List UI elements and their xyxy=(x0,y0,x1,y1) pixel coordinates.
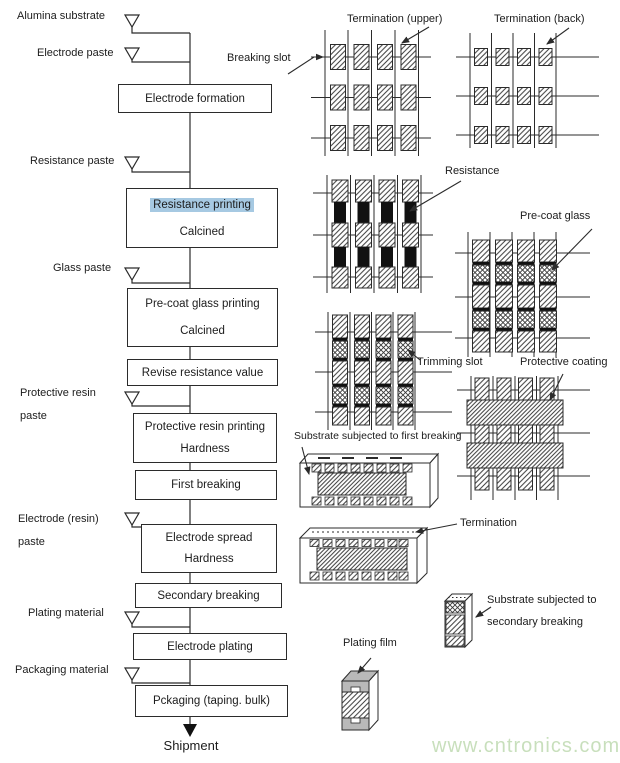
annotation-pre-coat-glass: Pre-coat glass xyxy=(520,210,591,222)
input-label-alumina-substrate: Alumina substrate xyxy=(17,10,106,22)
annotation-resistance: Resistance xyxy=(445,165,500,177)
annotation-secondary-breaking-substrate: Substrate subjected to secondary breaking xyxy=(487,594,597,628)
step-box-electrode-spread xyxy=(141,524,277,573)
shipment-arrow-icon xyxy=(183,724,197,737)
termination-upper-arrow xyxy=(402,27,429,43)
input-funnel-icon xyxy=(125,15,139,27)
step-label: First breaking xyxy=(171,479,241,491)
step-label: Hardness xyxy=(180,443,230,455)
step-box-protective-resin-printing xyxy=(133,413,277,463)
input-label-electrode-resin-paste: Electrode (resin) paste xyxy=(18,513,99,548)
step-label: Electrode spread xyxy=(165,531,253,544)
grid-termination-upper xyxy=(311,30,431,156)
step-box-pre-coat-glass-printing xyxy=(127,288,278,347)
slab-termination xyxy=(300,528,427,583)
input-label-plating-material: Plating material xyxy=(28,607,104,619)
step-box-packaging xyxy=(135,685,288,717)
step-label: Electrode plating xyxy=(167,640,253,653)
grid-pre-coat-glass xyxy=(455,232,590,357)
shipment-label: Shipment xyxy=(163,738,219,753)
step-box-revise-resistance-value xyxy=(127,359,278,386)
step-label: Revise resistance value xyxy=(141,366,264,379)
annotation-protective-coating: Protective coating xyxy=(520,356,608,368)
input-funnel-icons xyxy=(125,15,139,680)
input-funnel-icon xyxy=(125,392,139,404)
grid-termination-back xyxy=(456,33,599,148)
annotation-trimming-slot: Trimming slot xyxy=(417,356,483,368)
input-funnel-icon xyxy=(125,268,139,280)
input-label-protective-resin-paste: Protective resin paste xyxy=(20,387,96,422)
step-label: Calcined xyxy=(179,225,225,238)
step-box-electrode-formation xyxy=(118,84,272,113)
input-label-glass-paste: Glass paste xyxy=(53,262,112,274)
annotation-breaking-slot: Breaking slot xyxy=(227,52,291,64)
grid-trimming-slot xyxy=(315,312,452,430)
annotation-first-breaking-substrate: Substrate subjected to first breaking xyxy=(294,430,462,442)
watermark: www.cntronics.com xyxy=(432,735,620,757)
breaking-slot-arrow xyxy=(288,57,323,74)
slab-first-breaking xyxy=(300,454,438,507)
termination-back-arrow xyxy=(547,28,569,44)
step-box-electrode-plating xyxy=(133,633,287,660)
chip-secondary-breaking xyxy=(445,594,472,647)
step-label: Pckaging (taping. bulk) xyxy=(153,695,270,707)
input-funnel-icon xyxy=(125,157,139,169)
step-label: Secondary breaking xyxy=(157,589,260,602)
input-funnel-icon xyxy=(125,668,139,680)
input-label-electrode-paste: Electrode paste xyxy=(37,47,114,59)
input-funnel-icon xyxy=(125,612,139,624)
step-label: Pre-coat glass printing xyxy=(145,298,260,311)
chip-plating-film xyxy=(342,671,378,730)
input-label-packaging-material: Packaging material xyxy=(15,664,109,676)
step-label: Electrode formation xyxy=(145,92,245,105)
step-label: Hardness xyxy=(184,553,234,566)
grid-resistance xyxy=(313,175,433,293)
annotation-termination-back: Termination (back) xyxy=(494,13,585,25)
step-label-highlighted: Resistance printing xyxy=(150,198,254,212)
step-label: Calcined xyxy=(180,324,225,337)
annotation-plating-film: Plating film xyxy=(343,637,397,649)
step-box-first-breaking xyxy=(135,470,277,500)
step-label: Protective resin printing xyxy=(144,421,266,433)
pre-coat-glass-arrow xyxy=(552,229,592,270)
annotation-termination-upper: Termination (upper) xyxy=(347,13,443,25)
step-box-secondary-breaking xyxy=(135,583,282,608)
grid-protective-coating xyxy=(457,376,590,500)
input-label-resistance-paste: Resistance paste xyxy=(30,155,115,167)
input-funnel-icon xyxy=(125,48,139,60)
step-box-resistance-printing xyxy=(126,188,278,248)
annotation-termination: Termination xyxy=(460,517,517,529)
input-funnel-icon xyxy=(125,513,139,525)
